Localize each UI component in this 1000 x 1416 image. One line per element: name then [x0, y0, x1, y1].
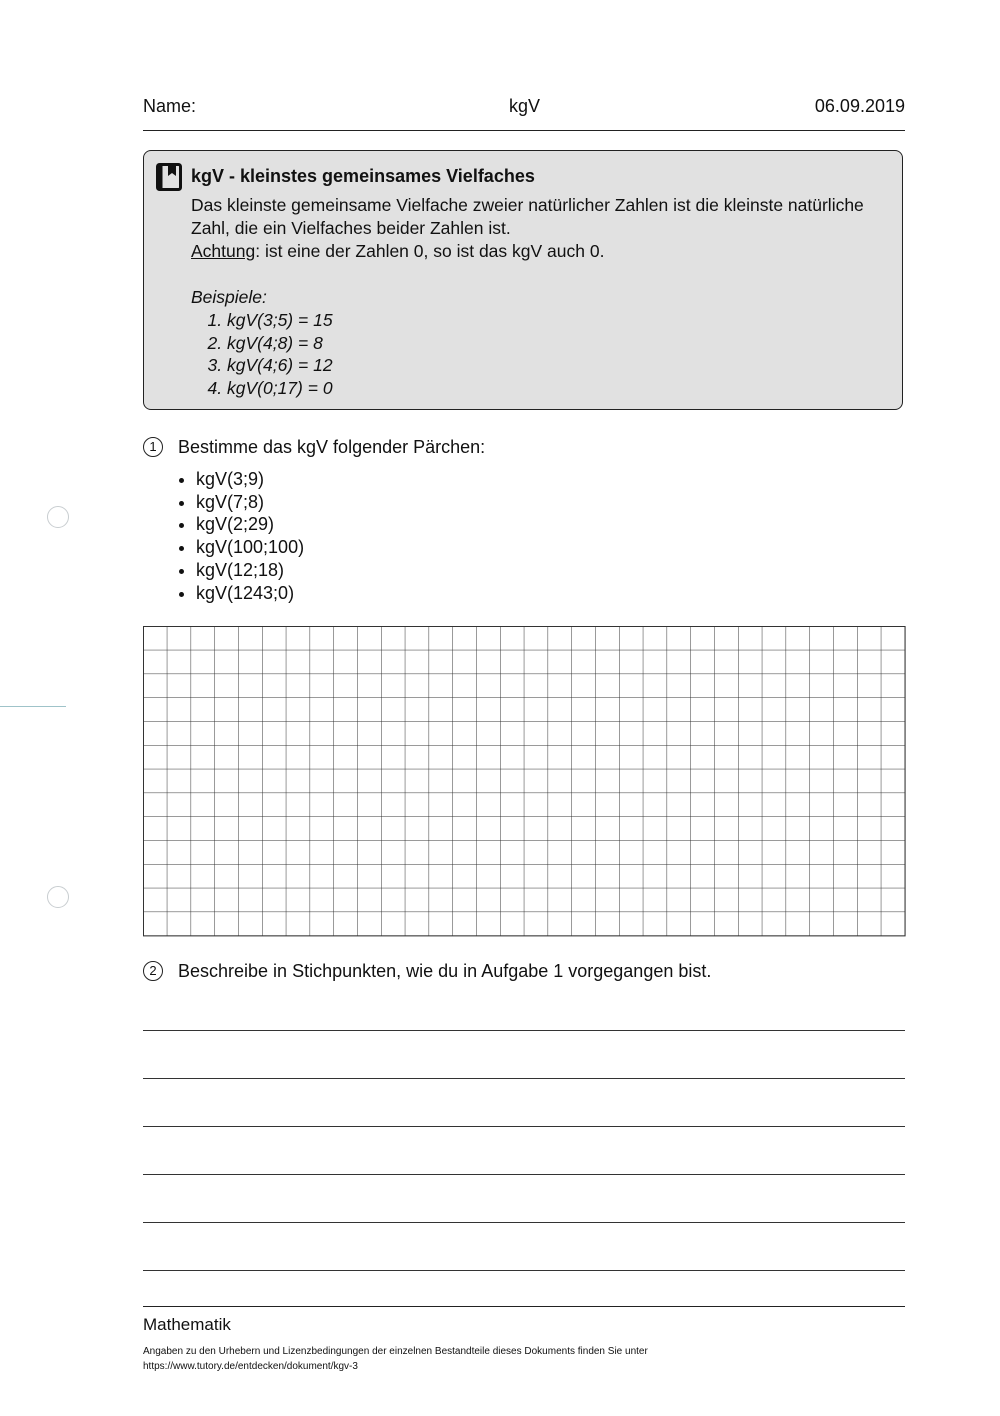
note-label: Achtung: [191, 241, 256, 261]
definition-text: Das kleinste gemeinsame Vielfache zweier natürlicher Zahlen ist die kleinste natürliche Zahl, die ein Vielfaches beider Zahlen ist.: [191, 195, 864, 238]
subject-label: Mathematik: [143, 1315, 231, 1334]
note-text: : ist eine der Zahlen 0, so ist das kgV auch 0.: [255, 241, 605, 261]
worksheet-title: kgV: [509, 96, 541, 116]
license-url[interactable]: https://www.tutory.de/entdecken/dokument/kgv-3: [143, 1361, 358, 1372]
example-item: 1. kgV(3;5) = 15: [227, 309, 881, 332]
definition-title: kgV - kleinstes gemeinsames Vielfaches: [191, 166, 535, 186]
task-1-list: [178, 468, 304, 604]
license-note: [143, 1344, 843, 1374]
book-bookmark-icon: [156, 163, 182, 191]
task-2-number: 2: [143, 961, 163, 981]
examples-heading: Beispiele:: [191, 287, 267, 307]
license-text: Angaben zu den Urhebern und Lizenzbedingungen der einzelnen Bestandteile dieses Dokuments finden Sie unter: [143, 1346, 648, 1357]
example-item: 2. kgV(4;8) = 8: [227, 332, 881, 355]
definition-box: [143, 150, 903, 410]
answer-line[interactable]: [143, 1030, 905, 1031]
punch-hole-mark: [47, 506, 69, 528]
example-item: 3. kgV(4;6) = 12: [227, 354, 881, 377]
definition-note: [191, 240, 881, 263]
answer-line[interactable]: [143, 1126, 905, 1127]
worksheet-date: 06.09.2019: [814, 96, 905, 116]
answer-line[interactable]: [143, 1270, 905, 1271]
answer-grid[interactable]: [143, 626, 906, 937]
answer-line[interactable]: [143, 1174, 905, 1175]
answer-line[interactable]: [143, 1222, 905, 1223]
fold-mark: [0, 706, 66, 707]
examples-list: [191, 309, 881, 399]
list-item: • kgV(2;29): [196, 513, 304, 536]
list-item: • kgV(100;100): [196, 536, 304, 559]
list-item: • kgV(12;18): [196, 559, 304, 582]
list-item: • kgV(1243;0): [196, 582, 304, 605]
task-2-instruction: Beschreibe in Stichpunkten, wie du in Aufgabe 1 vorgegangen bist.: [178, 961, 712, 981]
task-1-number: 1: [143, 437, 163, 457]
definition-body: [191, 194, 881, 399]
example-item: 4. kgV(0;17) = 0: [227, 377, 881, 400]
task-1-instruction: Bestimme das kgV folgender Pärchen:: [178, 437, 486, 457]
name-label: Name:: [143, 96, 197, 116]
list-item: • kgV(3;9): [196, 468, 304, 491]
page-header: [143, 96, 905, 131]
punch-hole-mark: [47, 886, 69, 908]
answer-line[interactable]: [143, 1078, 905, 1079]
footer-divider: [143, 1306, 905, 1307]
list-item: • kgV(7;8): [196, 491, 304, 514]
